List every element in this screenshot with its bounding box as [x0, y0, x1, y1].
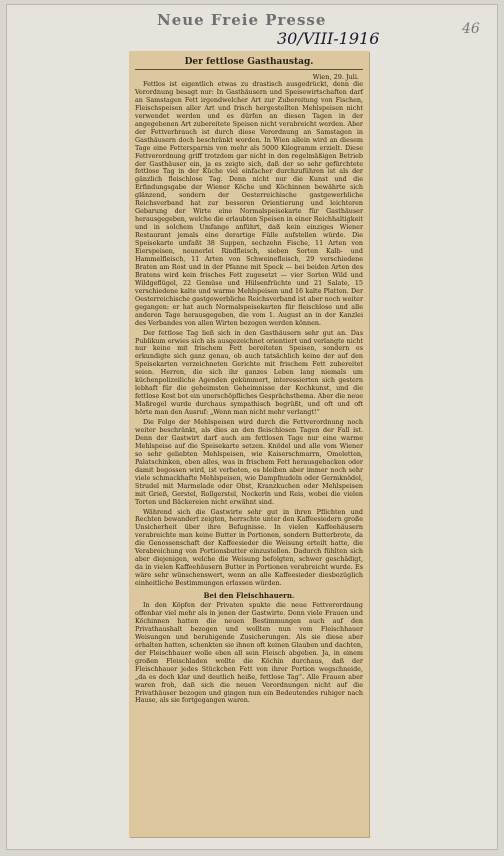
page-number: 46 [462, 21, 480, 37]
article-paragraph: Der fettlose Tag ließ sich in den Gasthäusern sehr gut an. Das Publikum erwies sich als ausgezeichnet orientiert und verlangte nicht nur keine mit frischem Fett bereiteten Speisen, sondern es erkundigte sich ganz genau, ob auch tatsächlich keine der auf den Speisekarten verzeichneten Gerichte mit frischem Fett zubereitet seien. Herren, die sich ihr ganzes Leben lang niemals um küchenpolizeiliche Agenden gekümmert, interessierten sich gestern lebhaft für die geheimsten Geheimnisse der Kochkunst, und die fettlose Kost bot ein unerschöpfliches Gesprächsthema. Aber die neue Maßregel wurde durchaus sympathisch begrüßt, und oft und oft hörte man den Ausruf: „Wenn man nicht mehr verlangt!“ [135, 328, 363, 417]
section-subhead: Bei den Fleischhauern. [203, 591, 295, 601]
archive-sheet [6, 4, 498, 850]
title-rule [135, 69, 363, 70]
article-paragraph: In den Köpfen der Privaten spukte die neue Fettverordnung offenbar viel mehr als in jenen der Gastwirte. Denn viele Frauen und Köchinnen hatten die neuen Bestimmungen auch auf den Privathaushalt bezogen und wollten nun vom Fleischhauer Weisungen und beruhigende Zusicherungen. Als sie diese aber erhalten hatten, schenkten sie ihnen oft keinen Glauben und dachten, der Fleischhauer wolle eben all sein Fleisch abgeben. Ja, in einem großen Fleischladen wollte die Köchin durchaus, daß der Fleischhauer jedes Stückchen Fett von ihrer Portion wegschneide, „da es doch klar und deutlich heiße, fettlose Tag“. Alle Frauen aber waren froh, daß sich die neuen Verordnungen nicht auf die Privathäuser bezogen und gingen nun ein Bedeutendes ruhiger nach Hause, als sie fortgegangen waren. [135, 601, 363, 705]
article-paragraph: Während sich die Gastwirte sehr gut in ihren Pflichten und Rechten bewandert zeigten, herrschte unter den Kaffeesiedern große Unsicherheit über ihre Befugnisse. In vielen Kaffeehäusern verabreichte man keine Butter in Portionen, sondern Butterbrote, da die Genossenschaft der Kaffeesieder die Weisung erteilt hatte, die Verabreichung von Portionsbutter einzustellen. Dadurch fühlten sich aber diejenigen, welche die Weisung befolgten, schwer geschädigt, da in vielen Kaffeehäusern Butter in Portionen verabreicht wurde. Es wäre sehr wünschenswert, wenn an alle Kaffeesieder diesbezüglich einheitliche Bestimmungen erlassen würden. [135, 507, 363, 588]
newspaper-clipping [129, 51, 369, 837]
article-dateline: Wien, 29. Juli. [312, 73, 359, 81]
article-paragraph: Fettlos ist eigentlich etwas zu drastisch ausgedrückt, denn die Verordnung besagt nur: In Gasthäusern und Speisewirtschaften darf an Samstagen Fett irgendwelcher Art zur Zubereitung von Fischen, Fleischspeisen aller Art und frisch hergestellten Mehlspeisen nicht verwendet werden und es dürfen an diesen Tagen in der angegebenen Art zubereitete Speisen nicht verabreicht werden. Aber der Fettverbrauch ist durch diese Verordnung an Samstagen in Gasthäusern doch beschränkt worden. In Wien allein wird an diesem Tage eine Fettersparnis von mehr als 5000 Kilogramm erzielt. Diese Fettverordnung griff trotzdem gar nicht in den regelmäßigen Betrieb der Gasthäuser ein, ja es zeigte sich, daß der so sehr gefürchtete fettlose Tag in der Küche viel einfacher durchzuführen ist als der gänzlich fleischlose Tag. Denn nicht nur die Kunst und die Erfindungsgabe der Wiener Köche und Köchinnen bewährte sich glänzend, sondern der Oesterreichische gastgewerbliche Reichsverband hat zur besseren Orientierung und leichteren Gebarung der Wirte eine Normalspeisekarte für Gasthäuser herausgegeben, welche die erlaubten Speisen in einer Reichhaltigkeit und in solchem Umfange anführt, daß kein einziges Wiener Restaurant jemals eine derartige Fülle aufstellen würde. Die Speisekarte umfaßt 38 Suppen, sechzehn Fische, 11 Arten von Eierspeisen, neunerlei Rindfleisch, sieben Sorten Kalb- und Hammelfleisch, 11 Arten von Schweinefleisch, 29 verschiedene Braten am Rost und in der Pfanne mit Speck — bei beiden Arten des Bratens wird kein frisches Fett zugesetzt — vier Sorten Wild und Wildgeflügel, 22 Gemüse und Hülsenfrüchte und 21 Salate, 15 verschiedene kalte und warme Mehlspeisen und 16 kalte Platten. Der Oesterreichische gastgewerbliche Reichsverband ist aber noch weiter gegangen: er hat auch Normalspeisekarten für fleischlose und alle anderen Tage herausgegeben, die vom 1. August an in der Kanzlei des Verbandes von allen Wirten bezogen werden können. [135, 80, 364, 327]
newspaper-masthead: Neue Freie Presse [157, 11, 327, 29]
article-paragraph: Die Folge der Mehlspeisen wird durch die Fettverordnung noch weiter beschränkt, als dies an den fleischlosen Tagen der Fall ist. Denn der Gastwirt darf auch am fettlosen Tage nur eine warme Mehlspeise auf die Speisekarte setzen. Knödel und alle vom Wiener so sehr geliebten Mehlspeisen, wie Kaiserschmarrn, Omeletten, Palatschinken, eben alles, was in frischem Fett herausgebacken oder damit begossen wird, ist verboten, es bleiben aber immer noch sehr viele schmackhafte Mehlspeisen, wie Dampfnudeln oder Germknödel, Strudel mit Marmelade oder Obst, Kranzkuchen oder Mehlspeisen mit Grieß, Gerstel, Rollgerstel, Nockerln und Reis, wobei die vielen Torten und Bäckereien nicht erwähnt sind. [135, 418, 363, 506]
article-title: Der fettlose Gasthaustag. [184, 57, 314, 67]
handwritten-date: 30/VIII-1916 [277, 29, 380, 48]
